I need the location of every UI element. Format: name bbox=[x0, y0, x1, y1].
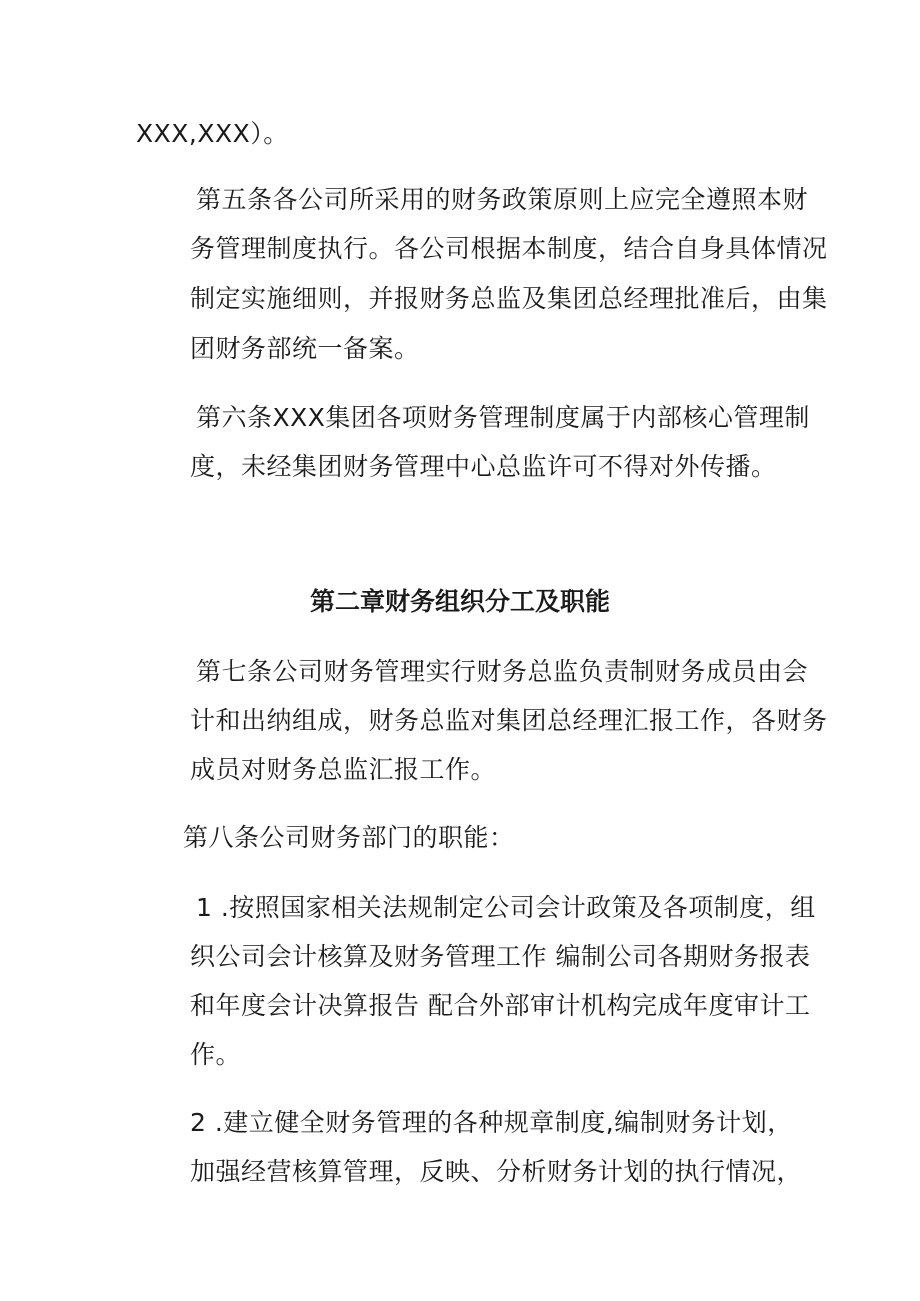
article-5-line-3: 制定实施细则，并报财务总监及集团总经理批准后，由集 bbox=[190, 284, 828, 313]
item-1-line-3: 和年度会计决算报告 配合外部审计机构完成年度审计工 bbox=[190, 991, 811, 1020]
item-2-line-1: 2 .建立健全财务管理的各种规章制度,编制财务计划， bbox=[190, 1108, 793, 1137]
article-5-line-1: 第五条各公司所采用的财务政策原则上应完全遵照本财 bbox=[196, 185, 809, 214]
item-1-line-4: 作。 bbox=[190, 1040, 242, 1069]
article-5-line-2: 务管理制度执行。各公司根据本制度，结合自身具体情况 bbox=[190, 234, 828, 263]
item-1-line-2: 织公司会计核算及财务管理工作 编制公司各期财务报表 bbox=[190, 942, 811, 971]
article-5-line-4: 团财务部统一备案。 bbox=[190, 334, 420, 363]
article-6-line-2: 度，未经集团财务管理中心总监许可不得对外传播。 bbox=[190, 452, 777, 481]
article-7-line-1: 第七条公司财务管理实行财务总监负责制财务成员由会 bbox=[196, 657, 809, 686]
top-fragment: XXX,XXX）。 bbox=[136, 119, 289, 148]
article-7-line-3: 成员对财务总监汇报工作。 bbox=[190, 755, 497, 784]
item-2-line-2: 加强经营核算管理，反映、分析财务计划的执行情况， bbox=[190, 1157, 803, 1186]
article-8: 第八条公司财务部门的职能： bbox=[183, 823, 515, 852]
item-1-line-1: 1 .按照国家相关法规制定公司会计政策及各项制度，组 bbox=[196, 893, 816, 922]
article-6-line-1: 第六条XXX集团各项财务管理制度属于内部核心管理制 bbox=[196, 403, 810, 432]
article-7-line-2: 计和出纳组成，财务总监对集团总经理汇报工作，各财务 bbox=[190, 706, 828, 735]
chapter-2-title: 第二章财务组织分工及职能 bbox=[309, 587, 610, 616]
